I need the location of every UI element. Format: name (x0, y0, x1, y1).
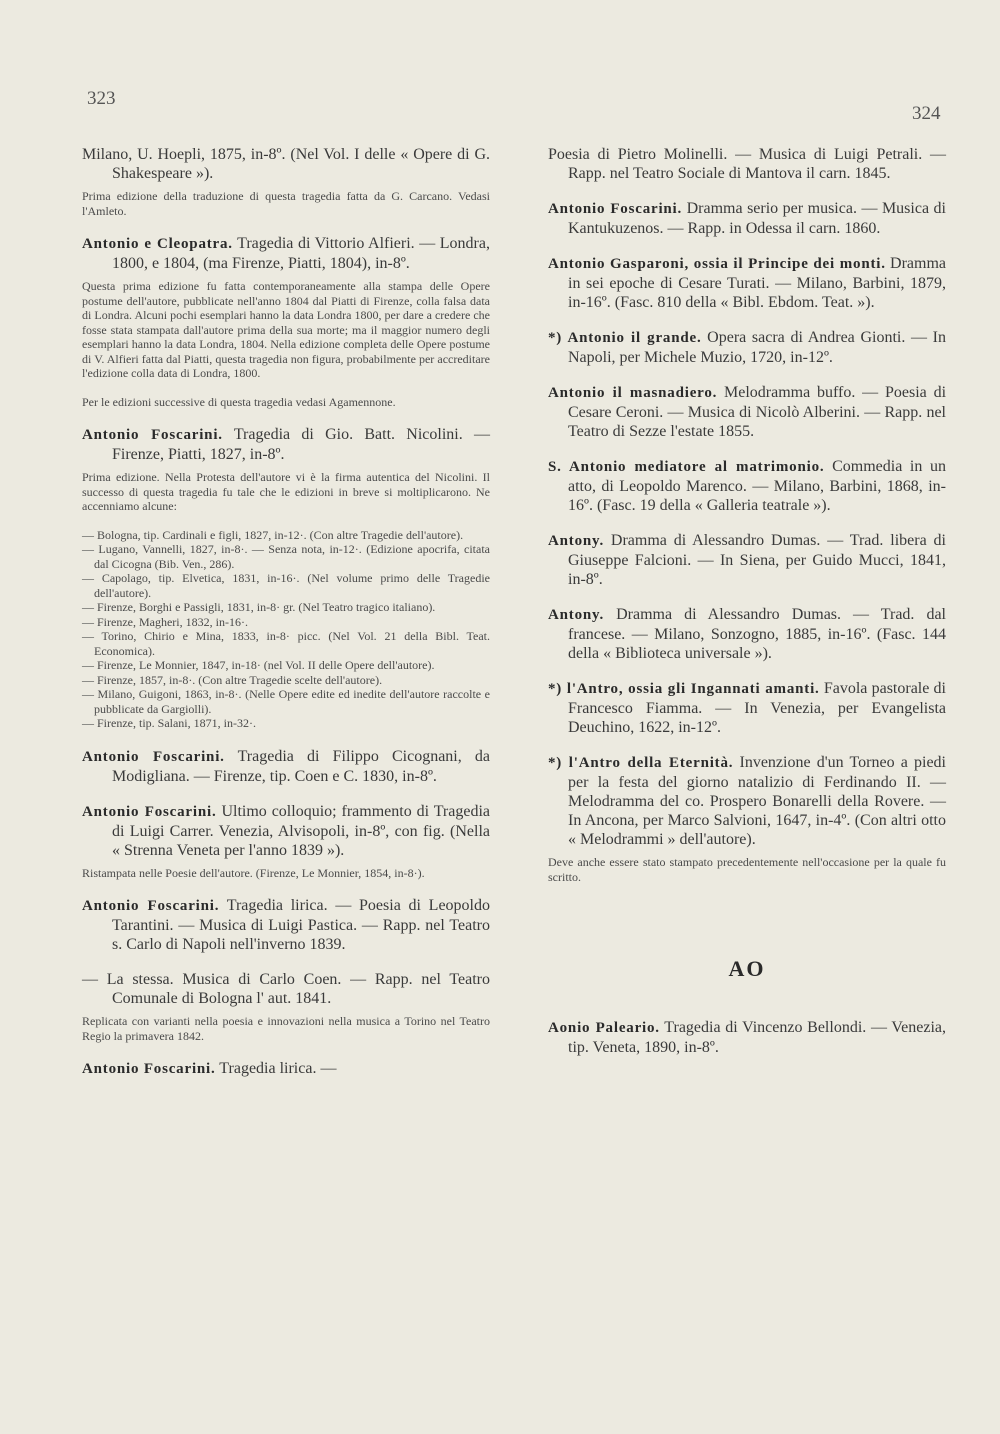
entry-body: Melodramma buffo. — Poesia di Cesare Ceroni. — Musica di Nicolò Alberini. — Rapp. nel Teatro di Sezze l'estate 1855. (568, 384, 947, 440)
entry-title: Antonio il masnadiero. (548, 385, 718, 401)
entry-body: — La stessa. Musica di Carlo Coen. — Rapp. nel Teatro Comunale di Bologna l' aut. 1841. (82, 971, 490, 1007)
bibliography-entry (82, 145, 490, 218)
entry-text (548, 457, 946, 515)
entry-title: Antonio Foscarini. (82, 1061, 216, 1077)
entry-body: Tragedia di Filippo Cicognani, da Modigliana. — Firenze, tip. Coen e C. 1830, in-8º. (112, 747, 490, 785)
entry-note: Deve anche essere stato stampato precedentemente nell'occasione per la quale fu scritto. (548, 855, 946, 884)
bibliography-entry (548, 1018, 946, 1057)
page-number-right: 324 (912, 103, 941, 124)
entry-title: Antonio Foscarini. (82, 898, 220, 914)
edition-item: — Milano, Guigoni, 1863, in-8·. (Nelle Opere edite ed inedite dell'autore raccolte e pubblicate da Gargiolli). (82, 687, 490, 716)
entry-text (82, 145, 490, 183)
entry-text (548, 254, 946, 312)
bibliography-entry (82, 1059, 490, 1079)
entry-body: Tragedia lirica. — (219, 1060, 337, 1077)
bibliography-entry (548, 199, 946, 238)
entry-body: Favola pastorale di Francesco Fiamma. — In Venezia, per Evangelista Deuchino, 1622, in-12º. (568, 680, 946, 736)
entry-title: *) l'Antro della Eternità. (548, 755, 734, 771)
edition-item: — Firenze, Le Monnier, 1847, in-18· (nel Vol. II delle Opere dell'autore). (82, 658, 435, 672)
entry-text (548, 328, 946, 367)
entry-text (82, 802, 490, 860)
entry-body: Tragedia di Vincenzo Bellondi. — Venezia, tip. Veneta, 1890, in-8º. (568, 1019, 947, 1056)
entry-title: Aonio Paleario. (548, 1020, 660, 1036)
edition-list (82, 528, 490, 731)
entry-text (82, 425, 490, 464)
entry-body: Tragedia di Vittorio Alfieri. — Londra, 1800, e 1804, (ma Firenze, Piatti, 1804), in-8º. (112, 235, 490, 272)
bibliography-entry (548, 605, 946, 663)
entry-text (82, 747, 490, 786)
entry-text (82, 234, 490, 273)
entry-title: Antonio Foscarini. (82, 803, 217, 820)
bibliography-entry (548, 145, 946, 183)
entry-note: Per le edizioni successive di questa tragedia vedasi Agamennone. (82, 394, 396, 409)
edition-item: — Lugano, Vannelli, 1827, in-8·. — Senza nota, in-12·. (Edizione apocrifa, citata dal Cicogna (Bib. Ven., 286). (82, 542, 490, 571)
entry-title: *) l'Antro, ossia gli Ingannati amanti. (548, 681, 820, 697)
entry-body: Commedia in un atto, di Leopoldo Marenco. — Milano, Barbini, 1868, in-16º. (Fasc. 19 della « Galleria teatrale »). (568, 458, 947, 514)
entry-text (82, 1059, 490, 1079)
bibliography-entry (82, 970, 490, 1043)
bibliography-entry (548, 254, 946, 312)
bibliography-entry (82, 234, 490, 409)
entry-body: Tragedia di Gio. Batt. Nicolini. — Firenze, Piatti, 1827, in-8º. (112, 426, 490, 463)
entry-note: Questa prima edizione fu fatta contemporaneamente alla stampa delle Opere postume dell'autore, pubblicate nell'anno 1804 dal Piatti di Firenze, colla falsa data di Londra. Alcuni pochi esemplari hanno la data Londra 1800, per dare a credere che fosse stata stampata dall'autore prima della sua morte; ma il maggior numero degli esemplari hanno la data Londra, 1804. Nella edizione completa delle Opere postume di V. Alfieri fatta dal Piatti, questa tragedia non figura, probabilmente per accreditare l'edizione colla data di Londra, 1800. (82, 279, 490, 380)
entry-text (548, 753, 946, 849)
entry-body: Dramma di Alessandro Dumas. — Trad. libera di Giuseppe Falcioni. — In Siena, per Guido Mucci, 1841, in-8º. (568, 532, 946, 588)
right-column (548, 145, 946, 1073)
entry-text (548, 145, 946, 183)
entry-body: Milano, U. Hoepli, 1875, in-8º. (Nel Vol. I delle « Opere di G. Shakespeare »). (82, 146, 490, 182)
entry-text (82, 896, 490, 954)
bibliography-entry (548, 753, 946, 884)
entry-text (548, 531, 946, 589)
entry-body: Opera sacra di Andrea Gionti. — In Napoli, per Michele Muzio, 1720, in-12º. (568, 329, 947, 366)
entry-title: Antonio Foscarini. (82, 748, 225, 765)
entry-body: Tragedia lirica. — Poesia di Leopoldo Tarantini. — Musica di Luigi Pastica. — Rapp. nel Teatro s. Carlo di Napoli nell'inverno 1839. (112, 897, 491, 953)
edition-item: — Firenze, Magheri, 1832, in-16·. (82, 614, 248, 629)
left-column (82, 145, 490, 1095)
entry-text (548, 605, 946, 663)
entry-title: Antonio Foscarini. (82, 427, 223, 443)
entry-note: Prima edizione della traduzione di questa tragedia fatta da G. Carcano. Vedasi l'Amleto. (82, 189, 490, 218)
entry-body: Invenzione d'un Torneo a piedi per la festa del giorno natalizio di Ferdinando II. — Melodramma del co. Prospero Bonarelli della Rovere. — In Ancona, per Marco Salvioni, 1647, in-4º. (Con altri otto « Melodrammi » dell'autore). (568, 754, 946, 848)
entry-text (548, 679, 946, 737)
entry-title: S. Antonio mediatore al matrimonio. (548, 459, 825, 475)
bibliography-entry (82, 425, 490, 731)
entry-body: Dramma in sei epoche di Cesare Turati. — Milano, Barbini, 1879, in-16º. (Fasc. 810 della « Bibl. Ebdom. Teat. »). (568, 255, 946, 311)
edition-item: — Firenze, tip. Salani, 1871, in-32·. (82, 716, 256, 730)
entry-body: Poesia di Pietro Molinelli. — Musica di Luigi Petrali. — Rapp. nel Teatro Sociale di Mantova il carn. 1845. (548, 146, 946, 182)
edition-item: — Torino, Chirio e Mina, 1833, in-8· picc. (Nel Vol. 21 della Bibl. Teat. Economica). (82, 629, 490, 658)
bibliography-entry (548, 383, 946, 441)
entry-text (548, 199, 946, 238)
section-heading: AO (728, 956, 766, 981)
page-number-left: 323 (87, 88, 116, 109)
bibliography-entry (82, 802, 490, 881)
edition-item: — Firenze, 1857, in-8·. (Con altre Tragedie scelte dell'autore). (82, 672, 383, 687)
entry-title: Antony. (548, 533, 605, 549)
entry-body: Dramma di Alessandro Dumas. — Trad. dal francese. — Milano, Sonzogno, 1885, in-16º. (Fasc. 144 della « Biblioteca universale »). (568, 606, 947, 662)
entry-text (548, 383, 946, 441)
entry-title: Antonio e Cleopatra. (82, 236, 233, 252)
entry-title: Antonio Gasparoni, ossia il Principe dei monti. (548, 256, 886, 272)
entry-note: Replicata con varianti nella poesia e innovazioni nella musica a Torino nel Teatro Regio la primavera 1842. (82, 1014, 490, 1043)
bibliography-entry (82, 747, 490, 786)
edition-item: — Capolago, tip. Elvetica, 1831, in-16·. (Nel volume primo delle Tragedie dell'autore). (82, 571, 490, 600)
entry-title: Antonio Foscarini. (548, 201, 683, 217)
bibliography-entry (548, 328, 946, 367)
entry-body: Ultimo colloquio; frammento di Tragedia di Luigi Carrer. Venezia, Alvisopoli, in-8º, con fig. (Nella « Strenna Veneta per l'anno 1839 »). (112, 802, 491, 859)
edition-item: — Firenze, Borghi e Passigli, 1831, in-8· gr. (Nel Teatro tragico italiano). (82, 600, 436, 614)
entry-text (82, 970, 490, 1008)
entry-note: Ristampata nelle Poesie dell'autore. (Firenze, Le Monnier, 1854, in-8·). (82, 865, 425, 880)
entry-title: *) Antonio il grande. (548, 330, 702, 346)
entry-body: Dramma serio per musica. — Musica di Kantukuzenos. — Rapp. in Odessa il carn. 1860. (568, 200, 947, 237)
entry-title: Antony. (548, 607, 605, 623)
edition-item: — Bologna, tip. Cardinali e figli, 1827, in-12·. (Con altre Tragedie dell'autore). (82, 527, 464, 542)
bibliography-entry (82, 896, 490, 954)
entry-note: Prima edizione. Nella Protesta dell'autore vi è la firma autentica del Nicolini. Il successo di questa tragedia fu tale che le edizioni in breve si moltiplicarono. Ne accenniamo alcune: (82, 470, 490, 513)
bibliography-entry (548, 679, 946, 737)
bibliography-entry (548, 531, 946, 589)
entry-text (548, 1018, 946, 1057)
bibliography-entry (548, 457, 946, 515)
